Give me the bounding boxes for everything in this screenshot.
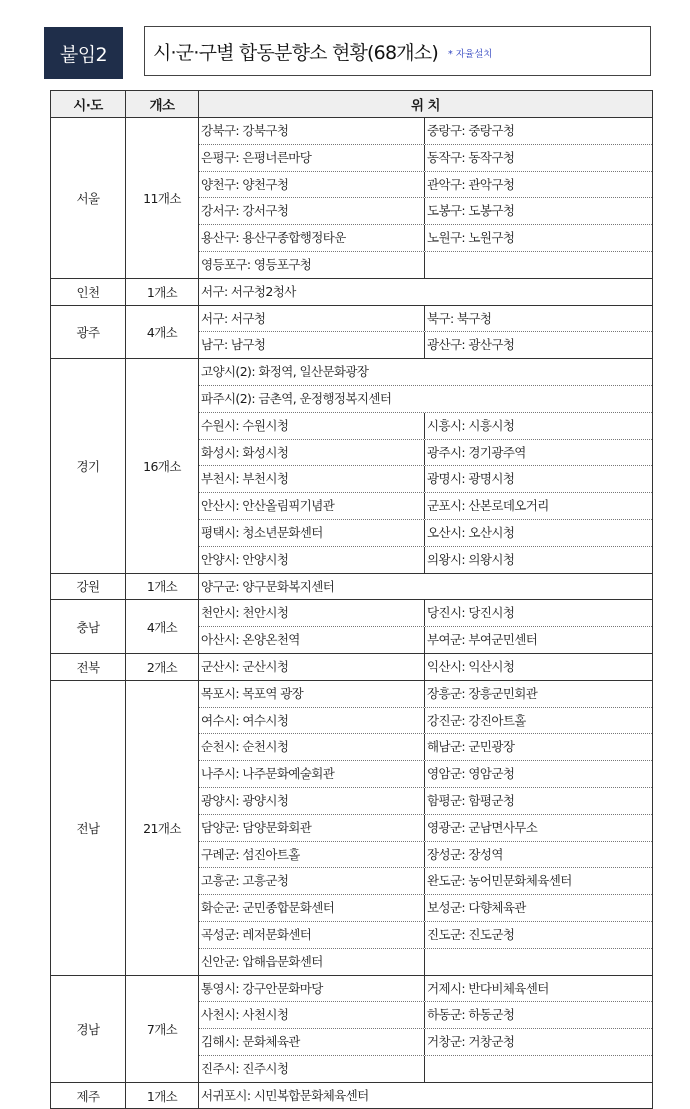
location-entry: 보성군: 다향체육관: [427, 900, 526, 916]
location-entry: 군산시: 군산시청: [199, 654, 425, 680]
location-entry: 아산시: 온양온천역: [199, 627, 425, 653]
location-entry: 부여군: 부여군민센터: [427, 632, 538, 648]
location-entry: 진주시: 진주시청: [199, 1056, 425, 1082]
location-row: [199, 600, 652, 626]
location-cell: [199, 680, 653, 975]
region-cell: 강원: [51, 573, 126, 600]
location-row: [199, 867, 652, 894]
region-cell: 경남: [51, 975, 126, 1082]
location-row: [199, 1001, 652, 1028]
location-row: [199, 787, 652, 814]
location-entry: [425, 949, 652, 975]
region-cell: 인천: [51, 278, 126, 305]
region-cell: 광주: [51, 305, 126, 359]
location-row: [199, 733, 652, 760]
location-row: [199, 465, 652, 492]
location-row: [199, 251, 652, 278]
table-row: [51, 359, 653, 573]
memorial-location-table: [50, 90, 653, 1109]
region-cell: 전북: [51, 653, 126, 680]
location-entry: 광주시: 경기광주역: [427, 444, 526, 460]
location-entry: 오산시: 오산시청: [427, 524, 515, 540]
location-row: [199, 894, 652, 921]
location-entry: 강진군: 강진아트홀: [427, 712, 526, 728]
location-entry: 거창군: 거창군청: [427, 1034, 515, 1050]
location-row: [199, 654, 652, 680]
count-cell: 7개소: [126, 975, 199, 1082]
table-row: [51, 278, 653, 305]
count-cell: 11개소: [126, 118, 199, 279]
table-row: [51, 600, 653, 654]
location-row: [199, 144, 652, 171]
region-cell: 서울: [51, 118, 126, 279]
location-entry: 강서구: 강서구청: [199, 198, 425, 224]
location-entry: [425, 1056, 652, 1082]
location-entry: 도봉구: 도봉구청: [427, 203, 515, 219]
location-entry: 광산구: 광산구청: [427, 337, 515, 353]
location-entry: [425, 252, 652, 278]
location-row: [199, 574, 652, 600]
location-entry: 양천구: 양천구청: [199, 172, 425, 198]
location-entry: 광명시: 광명시청: [427, 471, 515, 487]
location-entry: 하동군: 하동군청: [427, 1007, 515, 1023]
location-row: [199, 224, 652, 251]
location-entry: 용산구: 용산구종합행정타운: [199, 225, 425, 251]
location-entry: 목포시: 목포역 광장: [199, 681, 425, 707]
location-row: [199, 279, 652, 305]
location-entry: 안산시: 안산올림픽기념관: [199, 493, 425, 519]
location-entry: 여수시: 여수시청: [199, 708, 425, 734]
location-entry: 중랑구: 중랑구청: [427, 123, 515, 138]
location-entry: 담양군: 담양문화회관: [199, 815, 425, 841]
column-header-region: 시·도: [51, 91, 126, 118]
title-box: [144, 26, 651, 76]
location-entry: 평택시: 청소년문화센터: [199, 520, 425, 546]
location-entry: 동작구: 동작구청: [427, 149, 515, 165]
location-entry: 고흥군: 고흥군청: [199, 868, 425, 894]
location-entry: 영등포구: 영등포구청: [199, 252, 425, 278]
location-entry: 안양시: 안양시청: [199, 547, 425, 573]
location-entry: 부천시: 부천시청: [199, 466, 425, 492]
location-cell: [199, 975, 653, 1082]
location-entry: 관악구: 관악구청: [427, 176, 515, 192]
location-entry: 북구: 북구청: [427, 310, 492, 326]
table-row: [51, 975, 653, 1082]
location-row: [199, 439, 652, 466]
location-row: [199, 1055, 652, 1082]
column-header-location: 위 치: [199, 91, 653, 118]
location-row: [199, 681, 652, 707]
location-row: [199, 814, 652, 841]
location-cell: [199, 359, 653, 573]
page-title: 시·군·구별 합동분향소 현황(68개소): [153, 41, 438, 64]
location-row: [199, 519, 652, 546]
location-cell: [199, 305, 653, 359]
location-entry: 의왕시: 의왕시청: [427, 551, 515, 567]
count-cell: 1개소: [126, 573, 199, 600]
location-entry: 김해시: 문화체육관: [199, 1029, 425, 1055]
location-entry: 익산시: 익산시청: [427, 658, 515, 674]
location-entry: 시흥시: 시흥시청: [427, 417, 515, 433]
location-entry: 광양시: 광양시청: [199, 788, 425, 814]
location-entry: 통영시: 강구안문화마당: [199, 976, 425, 1002]
attachment-badge: 붙임2: [44, 27, 123, 79]
location-row: [199, 546, 652, 573]
count-cell: 4개소: [126, 305, 199, 359]
location-row: [199, 976, 652, 1002]
location-row: [199, 385, 652, 412]
location-row: [199, 707, 652, 734]
location-entry: 해남군: 군민광장: [427, 739, 515, 755]
region-cell: 충남: [51, 600, 126, 654]
location-entry: 영암군: 영암군청: [427, 766, 515, 782]
location-cell: [199, 573, 653, 600]
location-row: [199, 118, 652, 144]
table-row: [51, 573, 653, 600]
location-entry: 화순군: 군민종합문화센터: [199, 895, 425, 921]
location-row: [199, 841, 652, 868]
location-entry: 장성군: 장성역: [427, 846, 503, 862]
column-header-count: 개소: [126, 91, 199, 118]
count-cell: 21개소: [126, 680, 199, 975]
location-entry: 노원구: 노원구청: [427, 230, 515, 246]
location-cell: [199, 118, 653, 279]
region-cell: 제주: [51, 1082, 126, 1109]
location-row: [199, 492, 652, 519]
location-entry: 강북구: 강북구청: [199, 118, 425, 144]
title-note: * 자율설치: [447, 49, 493, 60]
count-cell: 4개소: [126, 600, 199, 654]
location-row: [199, 760, 652, 787]
region-cell: 경기: [51, 359, 126, 573]
count-cell: 16개소: [126, 359, 199, 573]
count-cell: 1개소: [126, 278, 199, 305]
location-entry: 진도군: 진도군청: [427, 926, 515, 942]
location-entry: 영광군: 군남면사무소: [427, 819, 538, 835]
location-entry: 구례군: 섬진아트홀: [199, 842, 425, 868]
location-row: [199, 921, 652, 948]
location-entry: 나주시: 나주문화예술회관: [199, 761, 425, 787]
table-row: [51, 653, 653, 680]
location-entry: 서구: 서구청2청사: [201, 283, 296, 299]
location-row: [199, 306, 652, 332]
location-entry: 신안군: 압해읍문화센터: [199, 949, 425, 975]
location-row: [199, 948, 652, 975]
location-entry: 장흥군: 장흥군민회관: [427, 685, 538, 701]
location-entry: 파주시(2): 금촌역, 운정행정복지센터: [201, 390, 392, 406]
location-cell: [199, 653, 653, 680]
location-cell: [199, 278, 653, 305]
table-header-row: [51, 91, 653, 118]
location-row: [199, 359, 652, 385]
location-entry: 당진시: 당진시청: [427, 605, 515, 621]
table-row: [51, 118, 653, 279]
location-entry: 수원시: 수원시청: [199, 413, 425, 439]
location-entry: 은평구: 은평너른마당: [199, 145, 425, 171]
location-entry: 순천시: 순천시청: [199, 734, 425, 760]
location-entry: 서귀포시: 시민복합문화체육센터: [201, 1087, 369, 1103]
location-row: [199, 626, 652, 653]
location-row: [199, 412, 652, 439]
location-entry: 화성시: 화성시청: [199, 440, 425, 466]
location-cell: [199, 600, 653, 654]
count-cell: 2개소: [126, 653, 199, 680]
location-row: [199, 1028, 652, 1055]
region-cell: 전남: [51, 680, 126, 975]
table-row: [51, 680, 653, 975]
location-entry: 고양시(2): 화정역, 일산문화광장: [201, 364, 369, 380]
location-entry: 완도군: 농어민문화체육센터: [427, 873, 572, 889]
count-cell: 1개소: [126, 1082, 199, 1109]
location-entry: 천안시: 천안시청: [199, 600, 425, 626]
table-row: [51, 305, 653, 359]
location-entry: 서구: 서구청: [199, 306, 425, 332]
location-entry: 함평군: 함평군청: [427, 792, 515, 808]
location-entry: 곡성군: 레저문화센터: [199, 922, 425, 948]
location-entry: 양구군: 양구문화복지센터: [201, 578, 335, 594]
location-entry: 사천시: 사천시청: [199, 1002, 425, 1028]
location-entry: 남구: 남구청: [199, 332, 425, 358]
location-row: [199, 171, 652, 198]
location-entry: 거제시: 반다비체육센터: [427, 980, 549, 996]
location-entry: 군포시: 산본로데오거리: [427, 498, 549, 514]
location-row: [199, 331, 652, 358]
location-row: [199, 197, 652, 224]
